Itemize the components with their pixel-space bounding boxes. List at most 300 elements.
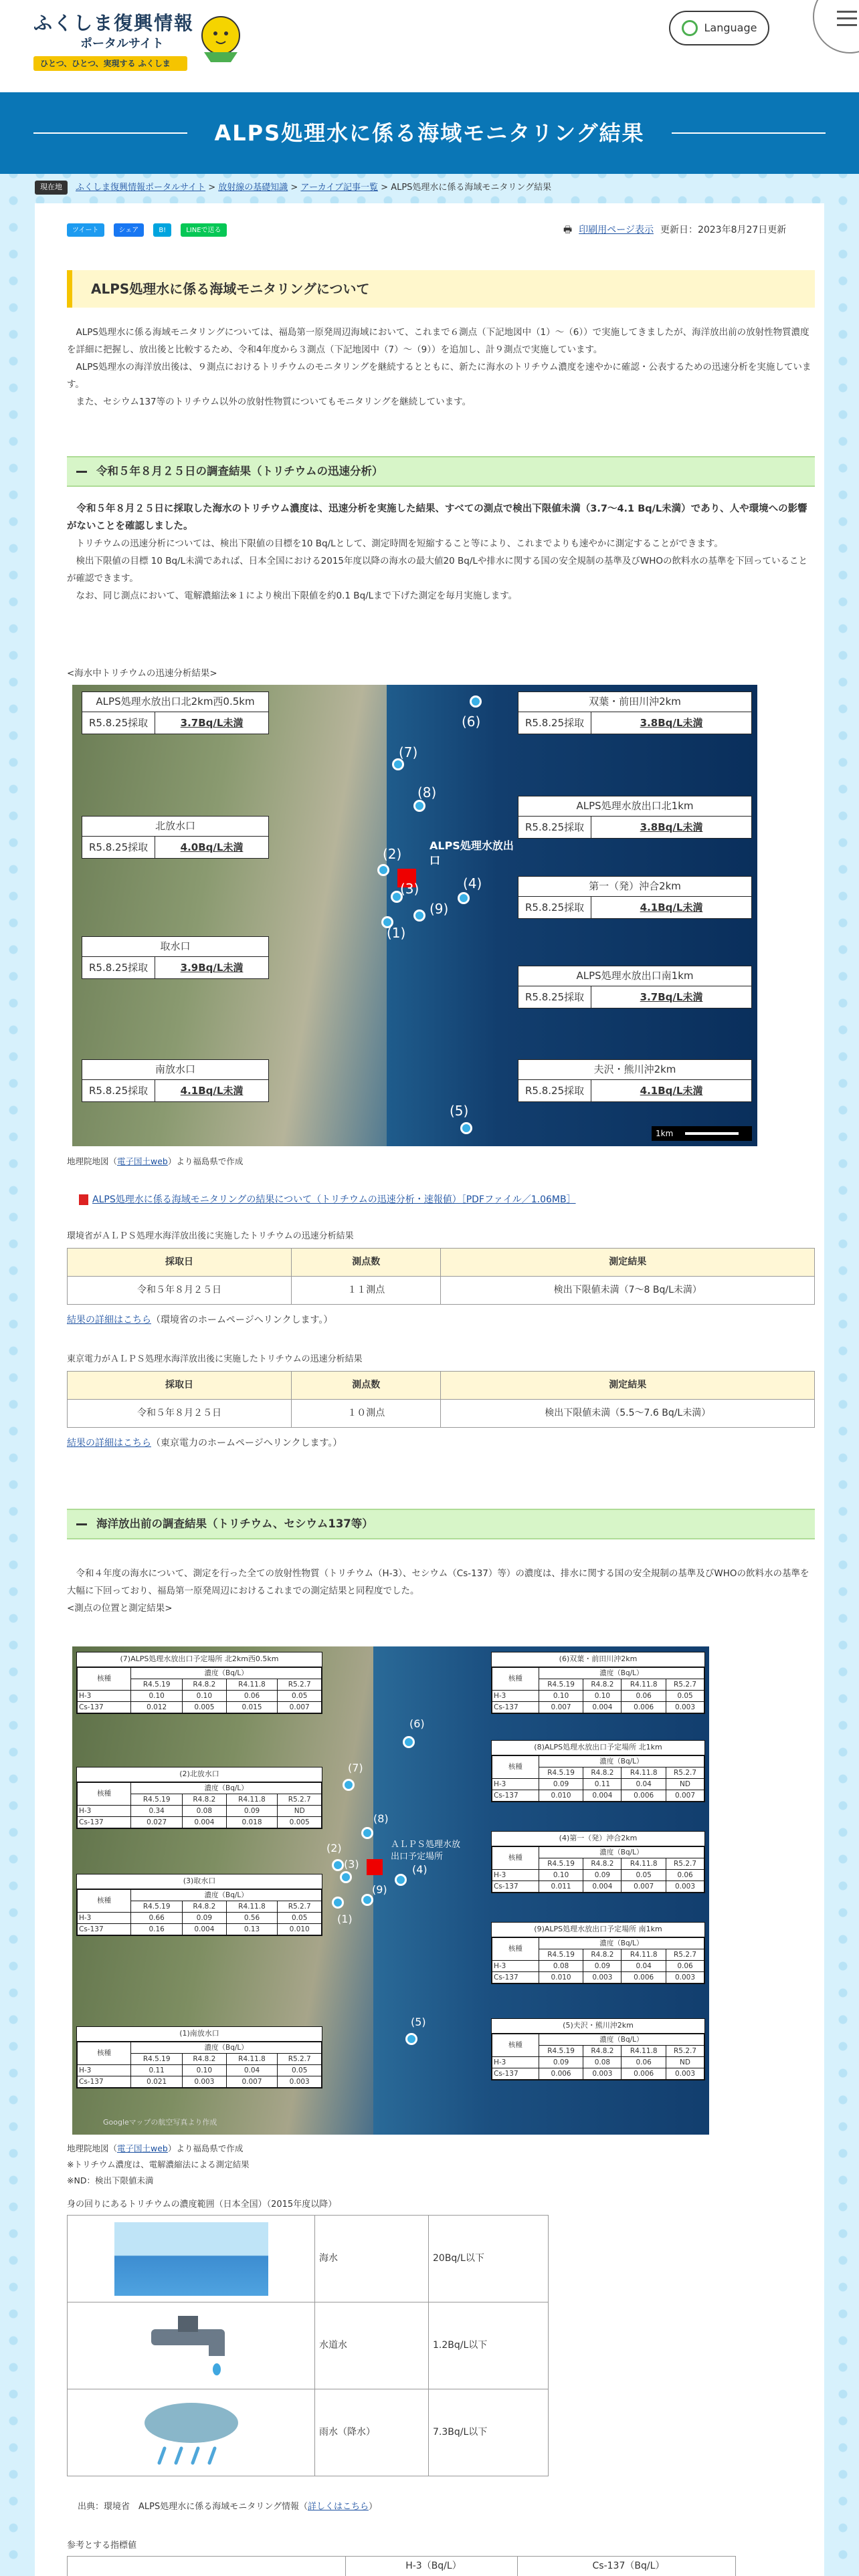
cs-value: 0.004 xyxy=(583,1701,622,1713)
h3-value: 0.66 xyxy=(131,1912,183,1923)
measurement-box-title: (6)双葉・前田川沖2km xyxy=(492,1652,704,1667)
breadcrumb-sep: > xyxy=(205,182,219,193)
rapid-lead: 令和５年８月２５日に採取した海水のトリチウム濃度は、迅速分析を実施した結果、すべての測点で検出下限値未満（3.7～4.1 Bq/L未満）であり、人や環境への影響がないことを確認しました。 xyxy=(67,504,807,532)
section-heading-text: 海洋放出前の調査結果（トリチウム、セシウム137等） xyxy=(96,1517,373,1530)
hatena-button[interactable]: B! xyxy=(153,223,171,237)
tepco-link-row xyxy=(67,1436,342,1451)
cs-value: 0.012 xyxy=(131,1701,183,1713)
denshi-kokudo-link-2[interactable]: 電子国土web xyxy=(117,2143,168,2153)
h3-value: 0.10 xyxy=(183,1690,227,1701)
station-box-2 xyxy=(82,816,269,859)
date-header: R4.11.8 xyxy=(622,1858,666,1869)
date-header: R4.11.8 xyxy=(226,1794,278,1805)
cs-value: 0.010 xyxy=(278,1923,322,1935)
table-header: Cs-137（Bq/L） xyxy=(517,2557,735,2576)
station-marker-label: (2) xyxy=(383,846,402,862)
hamburger-icon xyxy=(837,11,857,13)
nuclide-header: 核種 xyxy=(78,1889,131,1912)
date-header: R4.11.8 xyxy=(622,1679,666,1690)
menu-button[interactable] xyxy=(813,0,859,53)
station-marker-label: (6) xyxy=(409,1717,425,1730)
breadcrumb-sep: > xyxy=(288,182,301,193)
date-header: R4.5.19 xyxy=(131,2053,183,2064)
date-header: R4.8.2 xyxy=(583,1679,622,1690)
table-header: H-3（Bq/L） xyxy=(346,2557,518,2576)
nuclide-h3: H-3 xyxy=(492,1690,539,1701)
table-cell: 20Bq/L以下 xyxy=(429,2216,549,2302)
nuclide-header: 核種 xyxy=(492,1937,539,1960)
cs-value: 0.007 xyxy=(666,1790,704,1801)
h3-value: ND xyxy=(666,1778,704,1790)
measurement-box xyxy=(491,2018,705,2080)
cs-value: 0.003 xyxy=(666,1971,704,1983)
station-marker-label: (9) xyxy=(372,1883,387,1896)
tepco-results-table xyxy=(67,1371,815,1428)
map1-credit xyxy=(67,1153,815,1170)
table-cell: 検出下限値未満（5.5～7.6 Bq/L未満） xyxy=(441,1400,815,1428)
map2-caption: <測点の位置と測定結果> xyxy=(67,1603,173,1614)
site-title[interactable]: ふくしま復興情報 xyxy=(33,12,195,34)
sea-image-cell xyxy=(68,2216,315,2302)
station-marker-label: (4) xyxy=(412,1863,427,1876)
conc-header: 濃度（Bq/L） xyxy=(131,1889,322,1901)
cs-value: 0.011 xyxy=(539,1881,583,1892)
conc-header: 濃度（Bq/L） xyxy=(131,2042,322,2053)
sampled-date: R5.8.25採取 xyxy=(525,821,585,833)
cs-value: 0.015 xyxy=(226,1701,278,1713)
date-header: R4.11.8 xyxy=(622,2045,666,2056)
station-name: 夫沢・熊川沖2km xyxy=(518,1060,751,1080)
h3-value: 0.10 xyxy=(539,1690,583,1701)
date-header: R4.5.19 xyxy=(539,1767,583,1778)
rapid-analysis-map xyxy=(72,685,757,1146)
env-details-link[interactable]: 結果の詳細はこちら xyxy=(67,1315,151,1325)
date-header: R5.2.7 xyxy=(666,1858,704,1869)
conc-header: 濃度（Bq/L） xyxy=(539,1755,704,1767)
date-header: R4.8.2 xyxy=(583,2045,622,2056)
measurement-table xyxy=(492,1755,704,1802)
pdf-icon xyxy=(79,1194,88,1205)
link-note: （環境省のホームページへリンクします。） xyxy=(151,1315,333,1325)
scale-label: 1km xyxy=(656,1129,674,1138)
line-button[interactable]: LINEで送る xyxy=(181,223,226,237)
measurement-table xyxy=(492,1667,704,1713)
globe-icon xyxy=(682,20,698,36)
h3-value: 0.09 xyxy=(539,2056,583,2068)
nuclide-cs137: Cs-137 xyxy=(78,1923,131,1935)
station-value: 3.8Bq/L未満 xyxy=(591,712,751,734)
table-cell: 検出下限値未満（7～8 Bq/L未満） xyxy=(441,1277,815,1305)
measurement-box-title: (7)ALPS処理水放出口予定場所 北2km西0.5km xyxy=(77,1652,322,1667)
nuclide-cs137: Cs-137 xyxy=(492,1881,539,1892)
conc-header: 濃度（Bq/L） xyxy=(539,2034,704,2045)
station-marker xyxy=(332,1859,344,1871)
breadcrumb-archive[interactable]: アーカイブ記事一覧 xyxy=(300,182,379,193)
h3-value: 0.08 xyxy=(539,1960,583,1971)
sampled-date: R5.8.25採取 xyxy=(525,716,585,729)
date-header: R5.2.7 xyxy=(666,1767,704,1778)
language-button[interactable] xyxy=(669,11,769,45)
station-marker-label: (3) xyxy=(400,881,419,897)
cs-value: 0.003 xyxy=(583,2068,622,2079)
station-name: ALPS処理水放出口北1km xyxy=(518,796,751,817)
guide-blank-cell xyxy=(68,2557,346,2576)
date-header: R5.2.7 xyxy=(278,1794,322,1805)
cs-value: 0.021 xyxy=(131,2076,183,2087)
h3-value: 0.05 xyxy=(278,2064,322,2076)
measurement-box-title: (2)北放水口 xyxy=(77,1767,322,1782)
h3-value: ND xyxy=(666,2056,704,2068)
station-box-9 xyxy=(518,966,752,1008)
measurement-box-title: (4)第一（発）沖合2km xyxy=(492,1832,704,1846)
measurement-table xyxy=(492,1846,704,1893)
measurement-box-title: (9)ALPS処理水放出口予定場所 南1km xyxy=(492,1923,704,1937)
date-header: R4.8.2 xyxy=(583,1949,622,1960)
source-row xyxy=(78,2498,826,2516)
nuclide-header: 核種 xyxy=(78,2042,131,2064)
h3-value: 0.08 xyxy=(183,1805,227,1816)
nuclide-header: 核種 xyxy=(492,1667,539,1690)
cs-value: 0.003 xyxy=(583,1971,622,1983)
conc-header: 濃度（Bq/L） xyxy=(131,1782,322,1794)
cs-value: 0.004 xyxy=(183,1923,227,1935)
date-header: R5.2.7 xyxy=(278,2053,322,2064)
nuclide-h3: H-3 xyxy=(492,2056,539,2068)
outlet-label: ALPS処理水放出口 xyxy=(430,839,514,867)
env-link-row xyxy=(67,1313,332,1327)
station-box-4 xyxy=(518,876,752,919)
h3-value: 0.05 xyxy=(666,1690,704,1701)
rapid-body-3: なお、同じ測点において、電解濃縮法※１により検出下限値を約0.1 Bq/Lまで下げた測定を毎月実施します。 xyxy=(76,591,518,601)
date-header: R5.2.7 xyxy=(666,1949,704,1960)
tap-image-cell xyxy=(68,2302,315,2389)
source-text: ） xyxy=(368,2502,377,2512)
cs-value: 0.16 xyxy=(131,1923,183,1935)
station-value: 4.1Bq/L未満 xyxy=(591,897,751,919)
table-cell: 海水 xyxy=(315,2216,429,2302)
credit-text: 地理院地図（ xyxy=(67,2143,118,2153)
nuclide-header: 核種 xyxy=(492,1846,539,1869)
h3-value: 0.09 xyxy=(583,1960,622,1971)
map2-inner-credit: Googleマップの航空写真より作成 xyxy=(103,2118,217,2127)
nuclide-h3: H-3 xyxy=(492,1960,539,1971)
measurement-table xyxy=(492,2034,704,2080)
table-cell: 水道水 xyxy=(315,2302,429,2389)
hamburger-line xyxy=(837,17,857,19)
scale-line xyxy=(685,1132,739,1135)
h3-value: 0.06 xyxy=(666,1960,704,1971)
station-value: 3.9Bq/L未満 xyxy=(155,957,268,979)
station-name: 南放水口 xyxy=(82,1060,268,1080)
nuclide-cs137: Cs-137 xyxy=(492,2068,539,2079)
source-link[interactable]: 詳しくはこちら xyxy=(307,2502,369,2512)
measurement-table xyxy=(77,1782,322,1828)
env-caption: 環境省がＡＬＰＳ処理水海洋放出後に実施したトリチウムの迅速分析結果 xyxy=(67,1231,354,1241)
rapid-body-2: 検出下限値の目標 10 Bq/L未満であれば、日本全国における2015年度以降の海水の最大値20 Bq/Lや排水に関する国の安全規制の基準及びWHOの飲料水の基準を下回っていることが確認できます。 xyxy=(67,556,808,584)
nuclide-h3: H-3 xyxy=(78,1912,131,1923)
share-buttons xyxy=(67,223,227,237)
h3-value: 0.11 xyxy=(131,2064,183,2076)
date-header: R4.11.8 xyxy=(226,1679,278,1690)
date-header: R5.2.7 xyxy=(278,1679,322,1690)
station-value: 4.1Bq/L未満 xyxy=(591,1080,751,1102)
sampled-date: R5.8.25採取 xyxy=(525,1084,585,1097)
breadcrumb-sep: > xyxy=(378,182,391,193)
station-name: ALPS処理水放出口北2km西0.5km xyxy=(82,692,268,712)
language-label: Language xyxy=(704,21,757,34)
measurement-box-title: (8)ALPS処理水放出口予定場所 北1km xyxy=(492,1741,704,1755)
station-value: 4.1Bq/L未満 xyxy=(155,1080,268,1102)
sea-icon xyxy=(114,2222,268,2296)
h3-value: 0.08 xyxy=(583,2056,622,2068)
nuclide-header: 核種 xyxy=(492,1755,539,1778)
nuclide-h3: H-3 xyxy=(78,1805,131,1816)
measurement-box xyxy=(491,1740,705,1802)
table-cell: 1.2Bq/L以下 xyxy=(429,2302,549,2389)
station-name: ALPS処理水放出口南1km xyxy=(518,966,751,986)
tweet-button[interactable]: ツイート xyxy=(67,223,104,237)
section-heading-pre-release xyxy=(67,1509,815,1539)
breadcrumb-radiation[interactable]: 放射線の基礎知識 xyxy=(218,182,288,193)
print-link[interactable]: 印刷用ページ表示 xyxy=(579,225,654,235)
tepco-caption: 東京電力がＡＬＰＳ処理水海洋放出後に実施したトリチウムの迅速分析結果 xyxy=(67,1354,363,1364)
cs-value: 0.004 xyxy=(183,1816,227,1828)
station-name: 双葉・前田川沖2km xyxy=(518,692,751,712)
measurement-box xyxy=(76,1874,322,1936)
breadcrumb-home[interactable]: ふくしま復興情報ポータルサイト xyxy=(76,182,206,193)
cs-value: 0.018 xyxy=(226,1816,278,1828)
measurement-box xyxy=(491,1831,705,1893)
nuclide-cs137: Cs-137 xyxy=(78,1816,131,1828)
page-title: ALPS処理水に係る海域モニタリング結果 xyxy=(214,120,645,146)
pdf-link[interactable]: ALPS処理水に係る海域モニタリングの結果について（トリチウムの迅速分析・速報値）［PDFファイル／1.06MB］ xyxy=(92,1194,576,1205)
conc-header: 濃度（Bq/L） xyxy=(539,1667,704,1679)
station-marker-label: (6) xyxy=(462,714,481,730)
table-cell: 雨水（降水） xyxy=(315,2389,429,2476)
measurement-box-title: (5)夫沢・熊川沖2km xyxy=(492,2019,704,2034)
measurement-table xyxy=(77,1889,322,1935)
measurement-box-title: (3)取水口 xyxy=(77,1874,322,1889)
cs-value: 0.003 xyxy=(183,2076,227,2087)
cs-value: 0.006 xyxy=(622,1701,666,1713)
nuclide-header: 核種 xyxy=(78,1667,131,1690)
nuclide-cs137: Cs-137 xyxy=(78,2076,131,2087)
h3-value: 0.34 xyxy=(131,1805,183,1816)
date-header: R4.5.19 xyxy=(539,2045,583,2056)
nuclide-cs137: Cs-137 xyxy=(492,1701,539,1713)
site-header xyxy=(0,0,859,92)
cs-value: 0.007 xyxy=(539,1701,583,1713)
station-marker-label: (8) xyxy=(417,784,437,800)
sampled-date: R5.8.25採取 xyxy=(89,1084,149,1097)
station-marker-label: (7) xyxy=(399,744,418,760)
sampled-date: R5.8.25採取 xyxy=(89,841,149,853)
station-value: 3.8Bq/L未満 xyxy=(591,817,751,839)
station-marker-label: (1) xyxy=(387,925,406,941)
date-header: R4.5.19 xyxy=(539,1949,583,1960)
credit-text: ）より福島県で作成 xyxy=(167,1156,244,1166)
h3-value: 0.09 xyxy=(226,1805,278,1816)
table-header: 採取日 xyxy=(68,1372,292,1400)
nuclide-cs137: Cs-137 xyxy=(492,1971,539,1983)
cs-value: 0.003 xyxy=(666,1881,704,1892)
table-header: 測点数 xyxy=(292,1249,441,1277)
tepco-details-link[interactable]: 結果の詳細はこちら xyxy=(67,1438,151,1448)
station-marker-label: (9) xyxy=(430,901,449,917)
sampled-date: R5.8.25採取 xyxy=(525,990,585,1003)
h3-value: 0.10 xyxy=(539,1869,583,1881)
h3-value: 0.10 xyxy=(131,1690,183,1701)
measurement-box xyxy=(76,1767,322,1829)
h3-value: 0.10 xyxy=(583,1690,622,1701)
cs-value: 0.006 xyxy=(622,2068,666,2079)
cs-value: 0.004 xyxy=(583,1790,622,1801)
station-box-7 xyxy=(82,691,269,734)
h3-value: 0.06 xyxy=(666,1869,704,1881)
station-name: 第一（発）沖合2km xyxy=(518,877,751,897)
rain-image-cell xyxy=(68,2389,315,2476)
table-header: 測定結果 xyxy=(441,1372,815,1400)
station-marker xyxy=(460,1122,472,1134)
station-box-5 xyxy=(518,1059,752,1102)
cs-value: 0.003 xyxy=(666,2068,704,2079)
station-marker xyxy=(377,864,389,876)
station-value: 3.7Bq/L未満 xyxy=(155,712,268,734)
table-header: 測点数 xyxy=(292,1372,441,1400)
date-header: R4.11.8 xyxy=(226,1901,278,1912)
station-box-3 xyxy=(82,1059,269,1102)
date-header: R4.5.19 xyxy=(539,1679,583,1690)
measurement-box xyxy=(491,1652,705,1714)
breadcrumb xyxy=(35,181,551,195)
intro-paragraph-3: また、セシウム137等のトリチウム以外の放射性物質についてもモニタリングを継続しています。 xyxy=(76,397,472,407)
source-text: 出典：環境省 ALPS処理水に係る海域モニタリング情報（ xyxy=(78,2502,308,2512)
cs-value: 0.13 xyxy=(226,1923,278,1935)
conc-header: 濃度（Bq/L） xyxy=(131,1667,322,1679)
scale-bar xyxy=(652,1126,752,1141)
station-marker-label: (5) xyxy=(411,2016,426,2028)
nuclide-cs137: Cs-137 xyxy=(78,1701,131,1713)
cs-value: 0.007 xyxy=(226,2076,278,2087)
date-header: R4.5.19 xyxy=(539,1858,583,1869)
station-value: 4.0Bq/L未満 xyxy=(155,837,268,859)
h3-value: 0.06 xyxy=(622,2056,666,2068)
date-header: R4.5.19 xyxy=(131,1794,183,1805)
conc-header: 濃度（Bq/L） xyxy=(539,1937,704,1949)
cs-value: 0.004 xyxy=(583,1881,622,1892)
cs-value: 0.006 xyxy=(622,1971,666,1983)
date-header: R4.8.2 xyxy=(583,1767,622,1778)
updated-date: 更新日：2023年8月27日更新 xyxy=(660,225,787,235)
map2-credit xyxy=(67,2140,815,2157)
h3-value: 0.09 xyxy=(583,1869,622,1881)
measurement-table xyxy=(77,2042,322,2088)
credit-text: 地理院地図（ xyxy=(67,1156,118,1166)
cs-value: 0.027 xyxy=(131,1816,183,1828)
table-cell: 7.3Bq/L以下 xyxy=(429,2389,549,2476)
nuclide-header: 核種 xyxy=(78,1782,131,1805)
station-marker-label: (2) xyxy=(326,1842,342,1854)
nuclide-h3: H-3 xyxy=(78,1690,131,1701)
station-marker xyxy=(395,1874,407,1886)
heading-dash xyxy=(76,471,87,473)
measurement-box-title: (1)南放水口 xyxy=(77,2027,322,2042)
nuclide-h3: H-3 xyxy=(492,1869,539,1881)
rapid-body-1: トリチウムの迅速分析については、検出下限値の目標を10 Bq/Lとして、測定時間を短縮すること等により、これまでよりも速やかに測定することができます。 xyxy=(76,538,723,549)
note-nd: ※ND：検出下限値未満 xyxy=(67,2175,154,2185)
cs-value: 0.003 xyxy=(278,2076,322,2087)
breadcrumb-current: ALPS処理水に係る海域モニタリング結果 xyxy=(391,182,552,193)
nuclide-header: 核種 xyxy=(492,2034,539,2056)
date-header: R4.8.2 xyxy=(183,1794,227,1805)
denshi-kokudo-link[interactable]: 電子国土web xyxy=(117,1156,168,1166)
cs-value: 0.005 xyxy=(183,1701,227,1713)
guide-table xyxy=(67,2556,736,2576)
date-header: R4.11.8 xyxy=(622,1767,666,1778)
faucet-icon xyxy=(124,2309,258,2383)
sampled-date: R5.8.25採取 xyxy=(89,716,149,729)
station-box-1 xyxy=(82,936,269,979)
cs-value: 0.010 xyxy=(539,1971,583,1983)
conc-header: 濃度（Bq/L） xyxy=(539,1846,704,1858)
site-subtitle[interactable]: ポータルサイト xyxy=(80,37,164,51)
pdf-link-row xyxy=(79,1193,576,1207)
page-hero xyxy=(0,92,859,174)
h3-value: 0.04 xyxy=(622,1778,666,1790)
table-cell: １１測点 xyxy=(292,1277,441,1305)
facebook-share-button[interactable]: シェア xyxy=(114,223,145,237)
cs-value: 0.003 xyxy=(666,1701,704,1713)
nuclide-cs137: Cs-137 xyxy=(492,1790,539,1801)
h3-value: 0.06 xyxy=(226,1690,278,1701)
table-header: 採取日 xyxy=(68,1249,292,1277)
station-marker xyxy=(361,1827,373,1839)
table-header: 測定結果 xyxy=(441,1249,815,1277)
cs-value: 0.005 xyxy=(278,1816,322,1828)
measurement-table xyxy=(492,1937,704,1983)
h3-value: 0.56 xyxy=(226,1912,278,1923)
credit-text: ）より福島県で作成 xyxy=(167,2143,244,2153)
station-marker-label: (4) xyxy=(463,875,482,891)
breadcrumb-now-label: 現在地 xyxy=(35,181,68,195)
station-marker-label: (5) xyxy=(450,1103,469,1119)
station-marker xyxy=(403,1736,415,1748)
link-note: （東京電力のホームページへリンクします。） xyxy=(151,1438,343,1448)
date-header: R4.8.2 xyxy=(183,1901,227,1912)
station-marker-label: (1) xyxy=(337,1913,353,1925)
station-box-8 xyxy=(518,796,752,839)
env-results-table xyxy=(67,1248,815,1305)
guide-caption: 参考とする指標値 xyxy=(67,2541,137,2551)
page-meta xyxy=(563,223,786,237)
h3-value: 0.10 xyxy=(183,2064,227,2076)
date-header: R5.2.7 xyxy=(278,1901,322,1912)
station-marker xyxy=(413,909,425,922)
h3-value: 0.05 xyxy=(278,1912,322,1923)
intro-paragraph-2: ALPS処理水の海洋放出後は、９測点におけるトリチウムのモニタリングを継続するとともに、新たに海水のトリチウム濃度を速やかに確認・公表するための迅速分析を実施しています。 xyxy=(67,362,812,390)
section-heading-rapid xyxy=(67,456,815,487)
h3-value: 0.11 xyxy=(583,1778,622,1790)
site-tagline: ひとつ、ひとつ、実現する ふくしま xyxy=(40,59,171,68)
h3-value: 0.04 xyxy=(622,1960,666,1971)
station-box-6 xyxy=(518,691,752,734)
station-marker xyxy=(458,892,470,904)
map1-caption: <海水中トリチウムの迅速分析結果> xyxy=(67,668,217,679)
h3-value: 0.09 xyxy=(183,1912,227,1923)
station-marker xyxy=(343,1779,355,1791)
intro-paragraph-1: ALPS処理水に係る海域モニタリングについては、福島第一原発周辺海域において、これまで６測点（下記地図中（1）～（6））で実施してきましたが、海洋放出前の放射性物質濃度を詳細に把握し、放出後と比較するため、令和4年度から３測点（下記地図中（7）～（9））を追加し、計９測点で実施しています。 xyxy=(67,327,809,355)
date-header: R4.5.19 xyxy=(131,1679,183,1690)
